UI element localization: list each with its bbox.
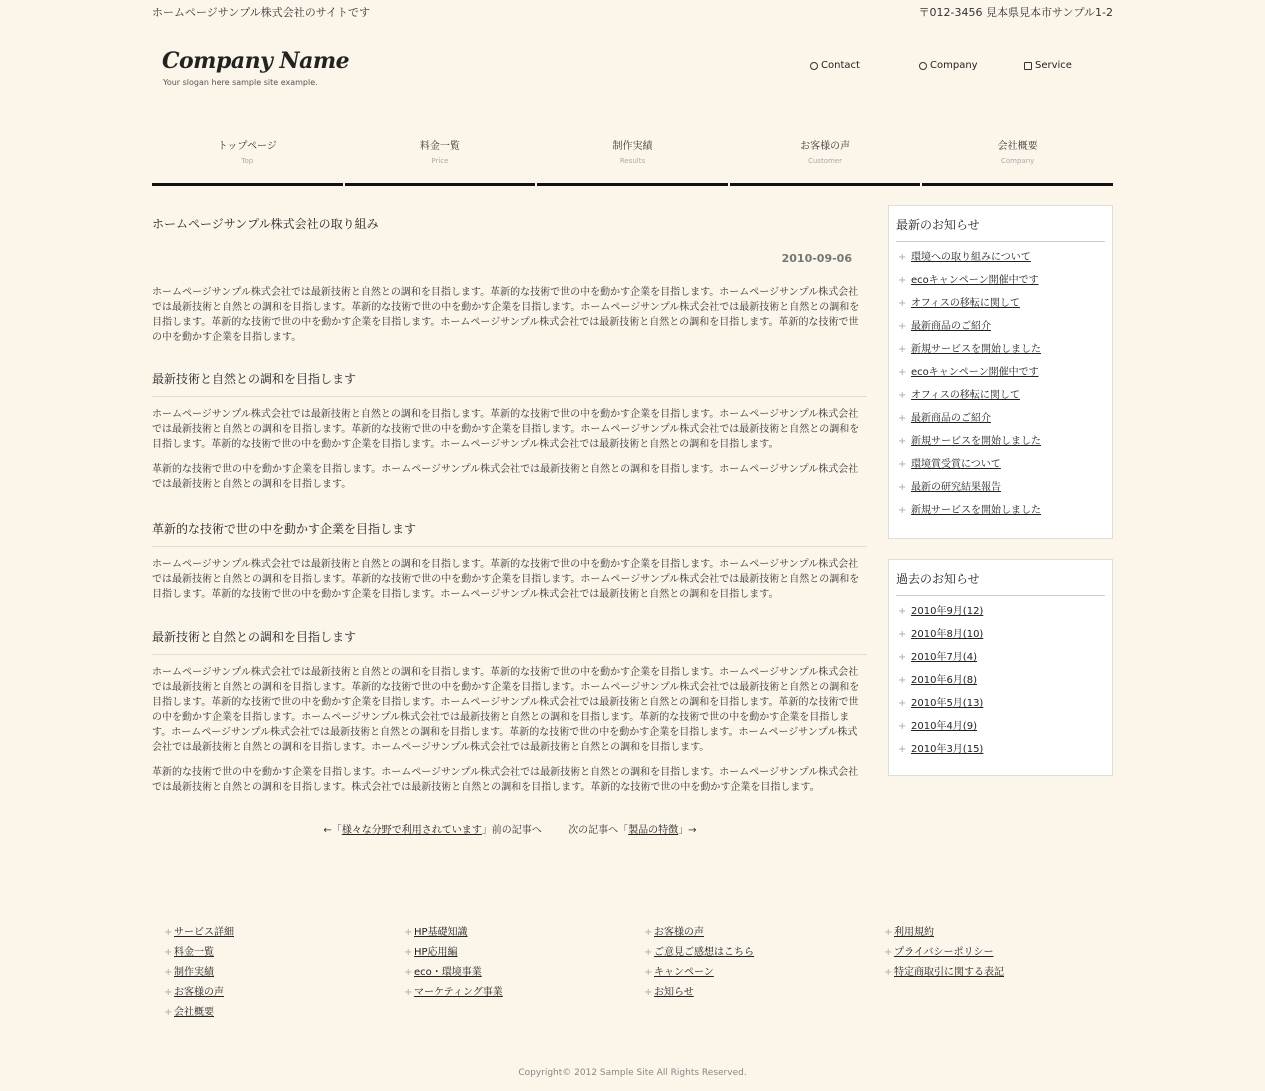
- next-prefix: 次の記事へ「: [568, 825, 629, 836]
- external-icon: [1024, 62, 1032, 70]
- list-item: [402, 946, 642, 966]
- prev-suffix: 」前の記事へ: [481, 825, 542, 836]
- list-item-link[interactable]: HP応用編: [414, 947, 458, 958]
- global-nav: [152, 134, 1113, 186]
- list-item: [896, 719, 1105, 742]
- header-link-company[interactable]: [919, 60, 978, 71]
- list-item: [896, 457, 1105, 480]
- nav-sublabel: Results: [619, 157, 646, 165]
- prev-article-link[interactable]: 様々な分野で利用されています: [341, 825, 482, 836]
- list-item: [162, 926, 402, 946]
- nav-item-customer[interactable]: [730, 134, 921, 186]
- mail-icon: [810, 62, 818, 70]
- footer-column: [642, 926, 882, 1026]
- sidebar-news-title: 最新のお知らせ: [896, 216, 1105, 242]
- list-item-link[interactable]: 制作実績: [174, 967, 214, 978]
- list-item-link[interactable]: 特定商取引に関する表記: [894, 967, 1004, 978]
- list-item: [896, 673, 1105, 696]
- site-tagline: ホームページサンプル株式会社のサイトです: [152, 6, 371, 19]
- list-item-link[interactable]: 会社概要: [174, 1007, 214, 1018]
- nav-label: お客様の声: [800, 141, 851, 152]
- logo-slogan: Your slogan here sample site example.: [163, 78, 318, 87]
- list-item: [162, 986, 402, 1006]
- list-item: [896, 319, 1105, 342]
- list-item: [642, 986, 882, 1006]
- list-item-link[interactable]: 2010年8月(10): [911, 629, 984, 640]
- list-item: [896, 342, 1105, 365]
- list-item-link[interactable]: 新規サービスを開始しました: [911, 344, 1041, 355]
- list-item-link[interactable]: 新規サービスを開始しました: [911, 505, 1041, 516]
- footer-column: [402, 926, 642, 1026]
- list-item-link[interactable]: 最新商品のご紹介: [911, 321, 991, 332]
- footer-column: [882, 926, 1122, 1026]
- section-heading: 最新技術と自然との調和を目指します: [152, 370, 867, 397]
- list-item: [642, 966, 882, 986]
- nav-sublabel: Company: [1001, 157, 1035, 165]
- article-pager: [0, 821, 1020, 836]
- list-item: [162, 966, 402, 986]
- top-bar: [152, 0, 1113, 20]
- footer-links: [162, 926, 1122, 1026]
- list-item-link[interactable]: キャンペーン: [654, 967, 714, 978]
- list-item: [896, 365, 1105, 388]
- section-heading: 最新技術と自然との調和を目指します: [152, 628, 867, 655]
- footer-link-list: [402, 926, 642, 1006]
- list-item: [896, 742, 1105, 765]
- section-paragraph: 革新的な技術で世の中を動かす企業を目指します。ホームページサンプル株式会社では最新技術と自然との調和を目指します。ホームページサンプル株式会社では最新技術と自然との調和を目指します。株式会社では最新技術と自然との調和を目指します。革新的な技術で世の中を動かす企業を目指します。: [152, 767, 859, 793]
- globe-icon: [919, 62, 927, 70]
- list-item: [162, 1006, 402, 1026]
- article-date: 2010-09-06: [781, 252, 852, 265]
- list-item-link[interactable]: 2010年4月(9): [911, 721, 977, 732]
- list-item: [896, 388, 1105, 411]
- site-logo[interactable]: [162, 48, 349, 87]
- list-item: [896, 503, 1105, 526]
- archive-list: [896, 604, 1105, 765]
- list-item-link[interactable]: お客様の声: [654, 927, 704, 938]
- footer-link-list: [162, 926, 402, 1026]
- header-link-label: Company: [930, 60, 978, 71]
- nav-label: トップページ: [217, 141, 277, 152]
- sidebar-archive-title: 過去のお知らせ: [896, 570, 1105, 596]
- list-item: [896, 627, 1105, 650]
- prev-prefix: ←「: [323, 825, 342, 836]
- article: [152, 212, 867, 795]
- section-paragraph: ホームページサンプル株式会社では最新技術と自然との調和を目指します。革新的な技術で世の中を動かす企業を目指します。ホームページサンプル株式会社では最新技術と自然との調和を目指します。革新的な技術で世の中を動かす企業を目指します。ホームページサンプル株式会社では最新技術と自然との調和を目指します。革新的な技術で世の中を動かす企業を目指します。ホームページサンプル株式会社では最新技術と自然との調和を目指します。: [152, 559, 860, 600]
- list-item: [896, 696, 1105, 719]
- list-item: [402, 966, 642, 986]
- list-item: [162, 946, 402, 966]
- header-link-label: Contact: [821, 60, 860, 71]
- section-paragraph: ホームページサンプル株式会社では最新技術と自然との調和を目指します。革新的な技術で世の中を動かす企業を目指します。ホームページサンプル株式会社では最新技術と自然との調和を目指します。革新的な技術で世の中を動かす企業を目指します。ホームページサンプル株式会社では最新技術と自然との調和を目指します。革新的な技術で世の中を動かす企業を目指します。ホームページサンプル株式会社では最新技術と自然との調和を目指します。: [152, 409, 860, 450]
- list-item-link[interactable]: オフィスの移転に関して: [911, 298, 1020, 309]
- header-link-contact[interactable]: [810, 60, 860, 71]
- list-item: [882, 926, 1122, 946]
- list-item-link[interactable]: HP基礎知識: [414, 927, 468, 938]
- list-item-link[interactable]: 環境賞受賞について: [911, 459, 1001, 470]
- list-item: [896, 296, 1105, 319]
- list-item: [402, 926, 642, 946]
- list-item: [896, 480, 1105, 503]
- list-item: [896, 434, 1105, 457]
- company-address: 〒012-3456 見本県見本市サンプル1-2: [918, 6, 1113, 19]
- logo-name: Company Name: [162, 48, 350, 74]
- list-item-link[interactable]: 2010年7月(4): [911, 652, 977, 663]
- list-item-link[interactable]: 最新の研究結果報告: [911, 482, 1001, 493]
- header-link-service[interactable]: [1024, 60, 1072, 71]
- nav-item-company[interactable]: [922, 134, 1113, 186]
- list-item-link[interactable]: マーケティング事業: [414, 987, 503, 998]
- list-item-link[interactable]: オフィスの移転に関して: [911, 390, 1020, 401]
- list-item-link[interactable]: ご意見ご感想はこちら: [654, 947, 754, 958]
- footer-column: [162, 926, 402, 1026]
- list-item: [402, 986, 642, 1006]
- list-item: [896, 650, 1105, 673]
- nav-item-top[interactable]: [152, 134, 343, 186]
- list-item-link[interactable]: 新規サービスを開始しました: [911, 436, 1041, 447]
- list-item: [642, 926, 882, 946]
- news-list: [896, 250, 1105, 526]
- list-item: [896, 411, 1105, 434]
- nav-item-results[interactable]: [537, 134, 728, 186]
- list-item-link[interactable]: 料金一覧: [174, 947, 214, 958]
- list-item-link[interactable]: ecoキャンペーン開催中です: [911, 275, 1039, 286]
- list-item-link[interactable]: 最新商品のご紹介: [911, 413, 991, 424]
- list-item-link[interactable]: 環境への取り組みについて: [911, 252, 1031, 263]
- list-item-link[interactable]: eco・環境事業: [414, 967, 482, 978]
- next-suffix: 」→: [678, 825, 697, 836]
- sidebar-archive: [888, 559, 1113, 776]
- list-item: [896, 250, 1105, 273]
- header-link-label: Service: [1035, 60, 1072, 71]
- nav-sublabel: Price: [431, 157, 449, 165]
- article-title: ホームページサンプル株式会社の取り組み: [152, 217, 379, 231]
- section-heading: 革新的な技術で世の中を動かす企業を目指します: [152, 520, 867, 547]
- list-item-link[interactable]: 2010年5月(13): [911, 698, 984, 709]
- footer-link-list: [882, 926, 1122, 986]
- list-item-link[interactable]: プライバシーポリシー: [894, 947, 994, 958]
- section-paragraph: 革新的な技術で世の中を動かす企業を目指します。ホームページサンプル株式会社では最新技術と自然との調和を目指します。ホームページサンプル株式会社では最新技術と自然との調和を目指します。: [152, 464, 859, 490]
- list-item: [896, 604, 1105, 627]
- list-item-link[interactable]: ecoキャンペーン開催中です: [911, 367, 1039, 378]
- footer-link-list: [642, 926, 882, 1006]
- list-item-link[interactable]: 利用規約: [894, 927, 934, 938]
- list-item-link[interactable]: お客様の声: [174, 987, 224, 998]
- list-item: [882, 946, 1122, 966]
- list-item-link[interactable]: 2010年6月(8): [911, 675, 977, 686]
- nav-sublabel: Top: [241, 157, 254, 165]
- list-item: [882, 966, 1122, 986]
- list-item-link[interactable]: お知らせ: [654, 987, 694, 998]
- list-item-link[interactable]: 2010年3月(15): [911, 744, 984, 755]
- nav-item-price[interactable]: [345, 134, 536, 186]
- nav-label: 制作実績: [612, 141, 653, 152]
- list-item-link[interactable]: サービス詳細: [174, 927, 234, 938]
- nav-label: 会社概要: [997, 141, 1038, 152]
- next-article-link[interactable]: 製品の特徴: [628, 825, 679, 836]
- nav-sublabel: Customer: [808, 157, 843, 165]
- nav-label: 料金一覧: [419, 141, 460, 152]
- list-item: [896, 273, 1105, 296]
- article-intro: ホームページサンプル株式会社では最新技術と自然との調和を目指します。革新的な技術で世の中を動かす企業を目指します。ホームページサンプル株式会社では最新技術と自然との調和を目指します。革新的な技術で世の中を動かす企業を目指します。ホームページサンプル株式会社では最新技術と自然との調和を目指します。革新的な技術で世の中を動かす企業を目指します。ホームページサンプル株式会社では最新技術と自然との調和を目指します。革新的な技術で世の中を動かす企業を目指します。: [152, 287, 860, 343]
- list-item: [642, 946, 882, 966]
- section-paragraph: ホームページサンプル株式会社では最新技術と自然との調和を目指します。革新的な技術で世の中を動かす企業を目指します。ホームページサンプル株式会社では最新技術と自然との調和を目指します。革新的な技術で世の中を動かす企業を目指します。ホームページサンプル株式会社では最新技術と自然との調和を目指します。革新的な技術で世の中を動かす企業を目指します。ホームページサンプル株式会社では最新技術と自然との調和を目指します。革新的な技術で世の中を動かす企業を目指します。ホームページサンプル株式会社では最新技術と自然との調和を目指します。革新的な技術で世の中を動かす企業を目指します。ホームページサンプル株式会社では最新技術と自然との調和を目指します。革新的な技術で世の中を動かす企業を目指します。ホームページサンプル株式会社では最新技術と自然との調和を目指します。ホームページサンプル株式会社では最新技術と自然との調和を目指します。: [152, 667, 860, 753]
- sidebar-latest-news: [888, 205, 1113, 539]
- list-item-link[interactable]: 2010年9月(12): [911, 606, 984, 617]
- copyright: Copyright© 2012 Sample Site All Rights Reserved.: [518, 1068, 747, 1078]
